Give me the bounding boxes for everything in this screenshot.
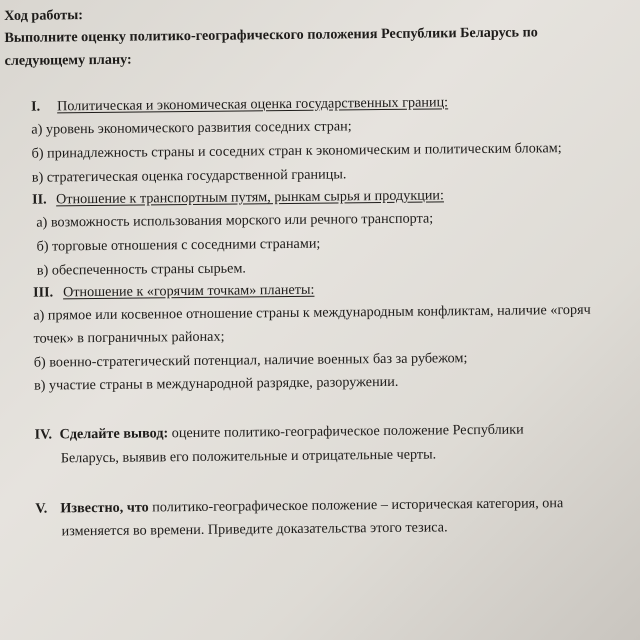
section-5-text2: изменяется во времени. Приведите доказательства этого тезиса. [61,519,448,540]
task-instruction-line1: Выполните оценку политико-географического положения Республики Беларусь по [4,24,538,46]
work-title: Ход работы: [4,7,84,24]
section-4-lead: Сделайте вывод: [59,425,169,443]
section-5-text1: политико-географическое положение – историческая категория, она [148,495,564,516]
task-instruction-line2: следующему плану: [4,51,132,69]
section-5-number: V. [35,500,48,517]
section-1-item-a: а) уровень экономического развития соседних стран; [31,118,352,138]
section-3-item-b: б) военно-стратегический потенциал, наличие военных баз за рубежом; [33,350,468,371]
section-4-line1 [34,421,523,444]
section-4-text1: оцените политико-географическое положение Республики [168,421,524,442]
section-1-item-b: б) принадлежность страны и соседних стран к экономическим и политическим блокам; [31,140,562,162]
section-2-item-a: а) возможность использования морского или речного транспорта; [36,210,434,231]
section-2-heading: Отношение к транспортным путям, рынкам сырья и продукции: [56,187,444,208]
section-4-text2: Беларусь, выявив его положительные и отрицательные черты. [60,446,437,467]
section-2-number: II. [32,191,47,208]
section-5-line1 [35,494,563,518]
section-3-title [33,281,315,302]
section-1-item-c: в) стратегическая оценка государственной границы. [31,166,347,186]
section-3-item-a-cont: точек» в пограничных районах; [33,328,225,347]
section-5-lead: Известно, что [60,499,149,517]
section-2-item-c: в) обеспеченность страны сырьем. [36,260,247,279]
section-2-title [32,186,444,208]
section-1-heading: Политическая и экономическая оценка государственных границ: [57,94,449,115]
section-1-number: I. [31,98,41,115]
section-4-number: IV. [34,426,53,443]
section-2-item-b: б) торговые отношения с соседними странами; [36,235,321,255]
section-3-heading: Отношение к «горячим точкам» планеты: [62,281,315,301]
section-3-item-c: в) участие страны в международной разрядке, разоружении. [33,373,399,394]
section-3-item-a: а) прямое или косвенное отношение страны к международным конфликтам, наличие «горяч [33,301,591,324]
section-3-number: III. [32,284,54,301]
section-1-title [31,93,448,115]
